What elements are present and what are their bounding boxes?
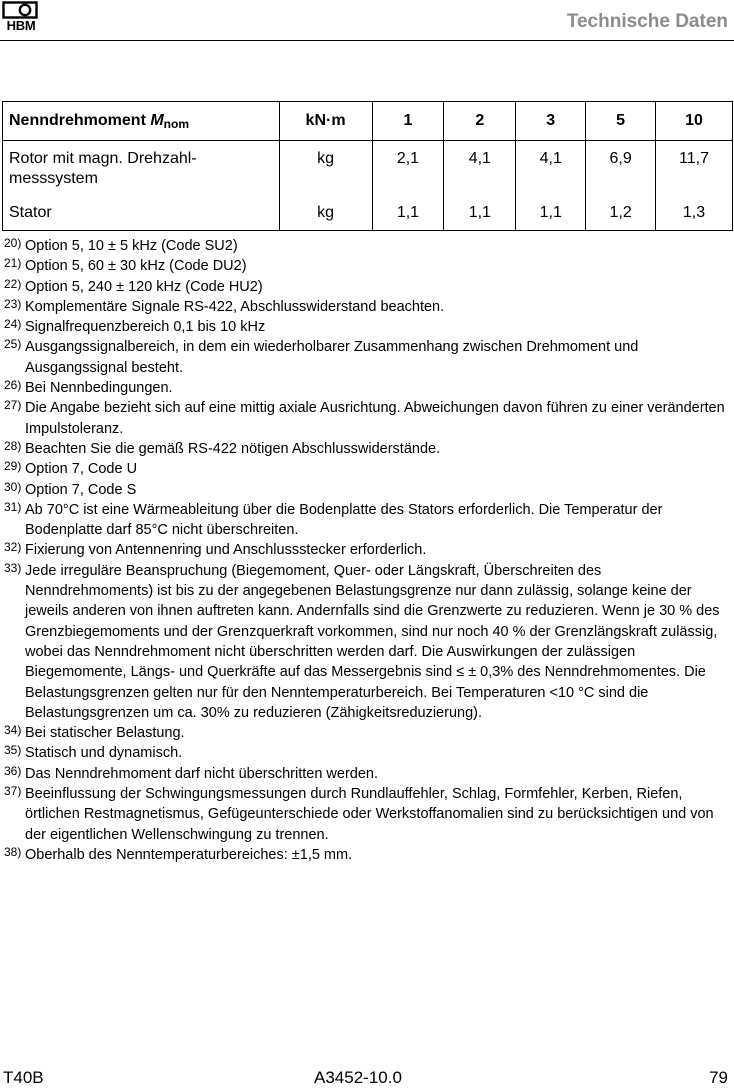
footnote-number: 27) bbox=[4, 398, 22, 413]
footnote-number: 31) bbox=[4, 499, 22, 514]
footnote-text: Option 7, Code S bbox=[25, 481, 137, 498]
footnote bbox=[4, 378, 732, 398]
footnote-number: 37) bbox=[4, 784, 22, 799]
footnote-text: Option 5, 10 ± 5 kHz (Code SU2) bbox=[25, 238, 238, 254]
footnotes-list bbox=[4, 236, 732, 865]
footnote bbox=[4, 845, 732, 865]
row-unit: kg bbox=[279, 195, 372, 231]
footnote bbox=[4, 337, 732, 378]
footnote bbox=[4, 480, 732, 500]
footer-document-number: A3452-10.0 bbox=[314, 1068, 402, 1087]
footnote-text: Fixierung von Antennenring und Anschlussstecker erforderlich. bbox=[25, 542, 427, 559]
footnote-number: 35) bbox=[4, 743, 22, 758]
header-value: 10 bbox=[656, 102, 733, 141]
footnote bbox=[4, 317, 732, 337]
row-value: 4,1 bbox=[516, 141, 586, 196]
header-value: 2 bbox=[444, 102, 516, 141]
footnote-number: 26) bbox=[4, 378, 22, 393]
footnote-text: Komplementäre Signale RS-422, Abschlusswiderstand beachten. bbox=[25, 298, 445, 315]
row-value: 4,1 bbox=[444, 141, 516, 196]
footnote-number: 36) bbox=[4, 763, 22, 778]
footnote-number: 29) bbox=[4, 459, 22, 474]
header-symbol: M bbox=[150, 112, 164, 129]
footnote bbox=[4, 297, 732, 317]
header-value: 1 bbox=[372, 102, 444, 141]
hbm-logo bbox=[2, 1, 38, 35]
row-label: Stator bbox=[3, 195, 280, 231]
footnote bbox=[4, 439, 732, 459]
table-row bbox=[3, 141, 733, 196]
footnote-text: Die Angabe bezieht sich auf eine mittig axiale Ausrichtung. Abweichungen davon führen zu einer veränderten Impulstoleranz. bbox=[25, 400, 725, 437]
footnote bbox=[4, 277, 732, 297]
header-unit: kN·m bbox=[279, 102, 372, 141]
footnote bbox=[4, 500, 732, 541]
footnote bbox=[4, 764, 732, 784]
footnote-number: 34) bbox=[4, 723, 22, 738]
footer-product: T40B bbox=[3, 1068, 44, 1087]
footnote bbox=[4, 723, 732, 743]
footnote-number: 32) bbox=[4, 540, 22, 555]
footnote bbox=[4, 784, 732, 845]
footnote-text: Beeinflussung der Schwingungsmessungen durch Rundlauffehler, Schlag, Formfehler, Kerben, Riefen, örtlichen Restmagnetismus, Gefügeunterschiede oder Werkstoffanomalien sind zu berücksichtigen und von der eigentlichen Wellenschwingung zu trennen. bbox=[25, 786, 714, 843]
footer-page-number: 79 bbox=[709, 1068, 728, 1087]
footnote-number: 22) bbox=[4, 276, 22, 291]
table-row bbox=[3, 195, 733, 231]
footnote-number: 28) bbox=[4, 438, 22, 453]
header-symbol-sub: nom bbox=[163, 117, 190, 131]
spec-table bbox=[2, 101, 733, 231]
footnote bbox=[4, 398, 732, 439]
row-value: 2,1 bbox=[372, 141, 444, 196]
footnote-text: Signalfrequenzbereich 0,1 bis 10 kHz bbox=[25, 319, 266, 336]
footnote-number: 21) bbox=[4, 256, 22, 271]
footnote-number: 25) bbox=[4, 337, 22, 352]
row-unit: kg bbox=[279, 141, 372, 196]
page-title: Technische Daten bbox=[566, 11, 728, 32]
footnote-text: Bei statischer Belastung. bbox=[25, 725, 185, 742]
table-header-row bbox=[3, 102, 733, 141]
header-value: 3 bbox=[516, 102, 586, 141]
header-value: 5 bbox=[586, 102, 656, 141]
footnote bbox=[4, 236, 732, 256]
page-header bbox=[0, 0, 734, 42]
header-divider bbox=[0, 40, 734, 41]
footnote bbox=[4, 540, 732, 560]
footnote bbox=[4, 561, 732, 723]
footnote bbox=[4, 256, 732, 276]
footnote bbox=[4, 743, 732, 763]
row-value: 1,1 bbox=[444, 195, 516, 231]
footnote-number: 23) bbox=[4, 296, 22, 311]
footnote-number: 30) bbox=[4, 479, 22, 494]
footnote-text: Das Nenndrehmoment darf nicht überschritten werden. bbox=[25, 765, 379, 782]
row-value: 1,3 bbox=[656, 195, 733, 231]
footnote-number: 24) bbox=[4, 317, 22, 332]
footnote-text: Option 5, 240 ± 120 kHz (Code HU2) bbox=[25, 278, 263, 295]
footnote-text: Beachten Sie die gemäß RS-422 nötigen Abschlusswiderstände. bbox=[25, 440, 441, 457]
row-value: 1,1 bbox=[372, 195, 444, 231]
header-label-cell bbox=[3, 102, 280, 141]
footnote bbox=[4, 459, 732, 479]
footnote-text: Option 5, 60 ± 30 kHz (Code DU2) bbox=[25, 258, 247, 275]
footnote-number: 38) bbox=[4, 844, 22, 859]
footnote-number: 33) bbox=[4, 560, 22, 575]
header-label: Nenndrehmoment bbox=[9, 112, 151, 129]
footnote-text: Ab 70°C ist eine Wärmeableitung über die Bodenplatte des Stators erforderlich. Die Temperatur der Bodenplatte darf 85°C nicht überschreiten. bbox=[25, 501, 663, 539]
row-value: 1,1 bbox=[516, 195, 586, 231]
row-label: Rotor mit magn. Drehzahl-messsystem bbox=[3, 141, 280, 196]
footnote-text: Jede irreguläre Beanspruchung (Biegemoment, Quer- oder Längskraft, Überschreiten des Nenndrehmoments) ist bis zu der angegebenen Belastungsgrenze nur dann zulässig, solange keine der jeweils anderen von ihnen auftreten kann. Andernfalls sind die Grenzwerte zu reduzieren. Wenn je 30 % des Grenzbiegemoments und der Grenzquerkraft vorkommen, sind nur noch 40 % der Grenzlängskraft zulässig, wobei das Nenndrehmoment nicht überschritten werden darf. Die Auswirkungen der zulässigen Biegemomente, Längs- und Querkräfte auf das Messergebnis sind ≤ ± 0,3% des Nenndrehmomentes. Die Belastungsgrenzen gelten nur für den Nenntemperaturbereich. Bei Temperaturen <10 °C sind die Belastungsgrenzen um ca. 30% zu reduzieren (Zähigkeitsreduzierung). bbox=[25, 562, 720, 721]
logo-text: HBM bbox=[6, 18, 36, 33]
footnote-text: Option 7, Code U bbox=[25, 461, 138, 478]
row-value: 6,9 bbox=[586, 141, 656, 196]
footnote-number: 20) bbox=[4, 236, 22, 250]
row-value: 1,2 bbox=[586, 195, 656, 231]
footnote-text: Statisch und dynamisch. bbox=[25, 745, 183, 762]
footnote-text: Bei Nennbedingungen. bbox=[25, 380, 173, 397]
row-value: 11,7 bbox=[656, 141, 733, 196]
footnote-text: Ausgangssignalbereich, in dem ein wiederholbarer Zusammenhang zwischen Drehmoment und Ausgangssignal besteht. bbox=[25, 339, 639, 376]
footnote-text: Oberhalb des Nenntemperaturbereiches: ±1,5 mm. bbox=[25, 846, 353, 863]
